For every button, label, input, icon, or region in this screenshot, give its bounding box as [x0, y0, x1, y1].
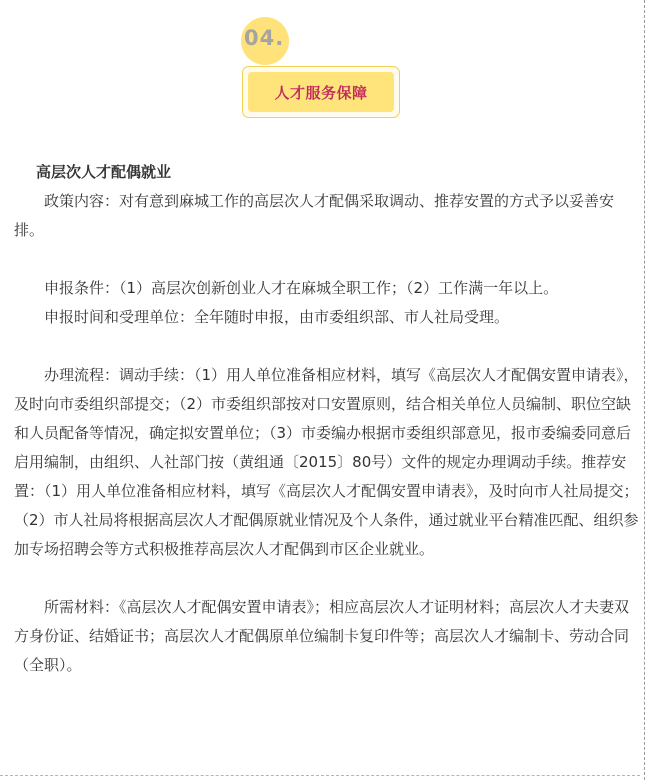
paragraph-spacer	[14, 564, 640, 593]
section-title: 人才服务保障	[274, 83, 368, 102]
process-paragraph: 办理流程：调动手续：（1）用人单位准备相应材料，填写《高层次人才配偶安置申请表》，及时向市委组织部提交；（2）市委组织部按对口安置原则，结合相关单位人员编制、职位空缺和人员配备等情况，确定拟安置单位；（3）市委编办根据市委组织部意见，报市委编委同意后启用编制，由组织、人社部门按（黄组通〔2015〕80号）文件的规定办理调动手续。推荐安置：（1）用人单位准备相应材料，填写《高层次人才配偶安置申请表》，及时向市人社局提交；（2）市人社局将根据高层次人才配偶原就业情况及个人条件，通过就业平台精准匹配、组织参加专场招聘会等方式积极推荐高层次人才配偶到市区企业就业。	[14, 366, 639, 558]
paragraph-spacer	[14, 245, 640, 274]
article-body	[14, 158, 640, 680]
bottom-dashed-border	[0, 775, 640, 776]
title-badge-inner	[248, 72, 394, 112]
right-dashed-border	[644, 0, 645, 780]
subsection-title: 高层次人才配偶就业	[36, 163, 172, 181]
application-conditions-paragraph: 申报条件：（1）高层次创新创业人才在麻城全职工作；（2）工作满一年以上。	[44, 279, 559, 297]
required-materials-paragraph: 所需材料：《高层次人才配偶安置申请表》；相应高层次人才证明材料；高层次人才夫妻双方身份证、结婚证书；高层次人才配偶原单位编制卡复印件等；高层次人才编制卡、劳动合同（全职）。	[14, 598, 630, 674]
policy-content-paragraph: 政策内容：对有意到麻城工作的高层次人才配偶采取调动、推荐安置的方式予以妥善安排。	[14, 192, 615, 239]
section-header	[236, 14, 406, 120]
title-badge	[242, 66, 400, 118]
section-number: 04.	[244, 26, 285, 50]
paragraph-spacer	[14, 332, 640, 361]
application-time-paragraph: 申报时间和受理单位：全年随时申报，由市委组织部、市人社局受理。	[44, 308, 510, 326]
